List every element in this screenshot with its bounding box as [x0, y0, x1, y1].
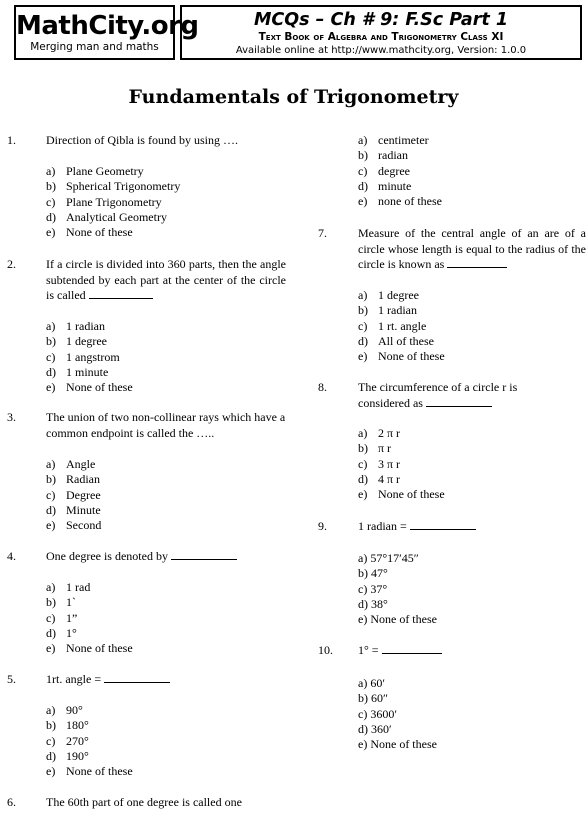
options: [46, 319, 133, 395]
answer-blank: [447, 257, 507, 268]
question-number: 1.: [7, 133, 16, 147]
answer-blank: [104, 672, 170, 683]
options: [46, 457, 101, 533]
option: e) none of these: [358, 194, 442, 209]
options: [358, 551, 437, 627]
option: d) 1°: [46, 625, 77, 640]
option: d) All of these: [358, 333, 434, 348]
option: e) None of these: [358, 487, 445, 502]
question-number: 2.: [7, 257, 16, 271]
mathcity-logo: [14, 5, 199, 60]
option: d) minute: [358, 178, 412, 193]
main-title: MCQs – Ch # 9: F.Sc Part 1: [253, 10, 508, 30]
question-number: 10.: [318, 643, 333, 657]
option: b) π r: [358, 441, 392, 456]
option: c) 37°: [358, 581, 388, 596]
question-text: Measure of the central angle of an are of a circle whose length is equal to the radius of the circle is known as: [358, 226, 586, 271]
option: a) 1 rad: [46, 580, 91, 594]
question-text: The circumference of a circle r is considered as: [358, 380, 518, 410]
answer-blank: [410, 519, 476, 530]
availability-note: Available online at http://www.mathcity.org, Version: 1.0.0: [235, 45, 527, 56]
answer-blank: [382, 643, 442, 654]
option: d) Minute: [46, 502, 101, 517]
option: d) 1 minute: [46, 364, 109, 379]
option: c) 3 π r: [358, 456, 401, 471]
question-number: 5.: [7, 672, 16, 686]
subtitle: Text Book of Algebra and Trigonometry Class XI: [258, 31, 504, 43]
option: c) Degree: [46, 487, 101, 502]
option: a) 90°: [46, 703, 83, 717]
options: [358, 288, 445, 364]
question-number: 7.: [318, 226, 327, 240]
option: b) 60″: [358, 691, 388, 706]
option: d) Analytical Geometry: [46, 209, 167, 224]
question-6-options: [358, 133, 442, 209]
option: c) Plane Trigonometry: [46, 194, 162, 209]
page-header: [0, 0, 587, 66]
option: b) radian: [358, 148, 408, 163]
option: a) 2 π r: [358, 426, 401, 440]
question-number: 4.: [7, 549, 16, 563]
answer-blank: [426, 396, 492, 407]
option: d) 190°: [46, 748, 89, 763]
answer-blank: [171, 549, 237, 560]
option: b) Radian: [46, 472, 100, 487]
option: e) None of these: [46, 641, 133, 656]
option: c) 1 angstrom: [46, 349, 120, 364]
option: c) 1”: [46, 610, 78, 625]
option: b) 1 radian: [358, 303, 417, 318]
option: c) 3600′: [358, 706, 397, 721]
question-text: 1 radian =: [358, 519, 407, 533]
option: a) 60′: [358, 676, 385, 690]
logo-tagline: Merging man and maths: [30, 41, 159, 53]
option: e) None of these: [358, 349, 445, 364]
options: [358, 426, 445, 502]
option: a) 57°17′45″: [358, 551, 419, 565]
question-text: 1rt. angle =: [46, 672, 102, 686]
option: e) None of these: [46, 225, 133, 240]
question-text: One degree is denoted by: [46, 549, 168, 563]
question-text: Direction of Qibla is found by using ….: [46, 133, 238, 147]
option: c) 270°: [46, 733, 89, 748]
option: e) Second: [46, 518, 102, 533]
option: a) Angle: [46, 457, 96, 471]
option: b) Spherical Trigonometry: [46, 179, 181, 194]
question-text: If a circle is divided into 360 parts, then the angle subtended by each part at the center of the circle is called: [46, 257, 286, 302]
answer-blank: [89, 288, 153, 299]
option: a) 1 radian: [46, 319, 105, 333]
option: e) None of these: [358, 737, 437, 752]
option: b) 180°: [46, 718, 89, 733]
page-title: Fundamentals of Trigonometry: [128, 86, 459, 108]
option: b) 47°: [358, 566, 388, 581]
question-number: 9.: [318, 519, 327, 533]
question-text: The union of two non-collinear rays which have a common endpoint is called the …..: [46, 410, 286, 440]
options: [358, 676, 437, 752]
question-number: 3.: [7, 410, 16, 424]
logo-title: MathCity.org: [16, 11, 199, 41]
title-box: [180, 5, 582, 60]
options: [46, 580, 133, 656]
question-text: 1° =: [358, 643, 379, 657]
option: a) Plane Geometry: [46, 164, 144, 178]
option: e) None of these: [46, 764, 133, 779]
question-number: 8.: [318, 380, 327, 394]
option: e) None of these: [46, 380, 133, 395]
question-number: 6.: [7, 795, 16, 809]
option: a) 1 degree: [358, 288, 419, 302]
option: d) 38°: [358, 596, 388, 611]
option: a) centimeter: [358, 133, 429, 147]
options: [46, 703, 133, 779]
question-text: The 60th part of one degree is called one: [46, 795, 242, 809]
option: d) 360′: [358, 721, 392, 736]
option: c) degree: [358, 163, 410, 178]
option: b) 1`: [46, 595, 76, 610]
option: d) 4 π r: [358, 471, 401, 486]
options: [46, 164, 180, 240]
option: b) 1 degree: [46, 334, 107, 349]
option: c) 1 rt. angle: [358, 318, 427, 333]
option: e) None of these: [358, 612, 437, 627]
